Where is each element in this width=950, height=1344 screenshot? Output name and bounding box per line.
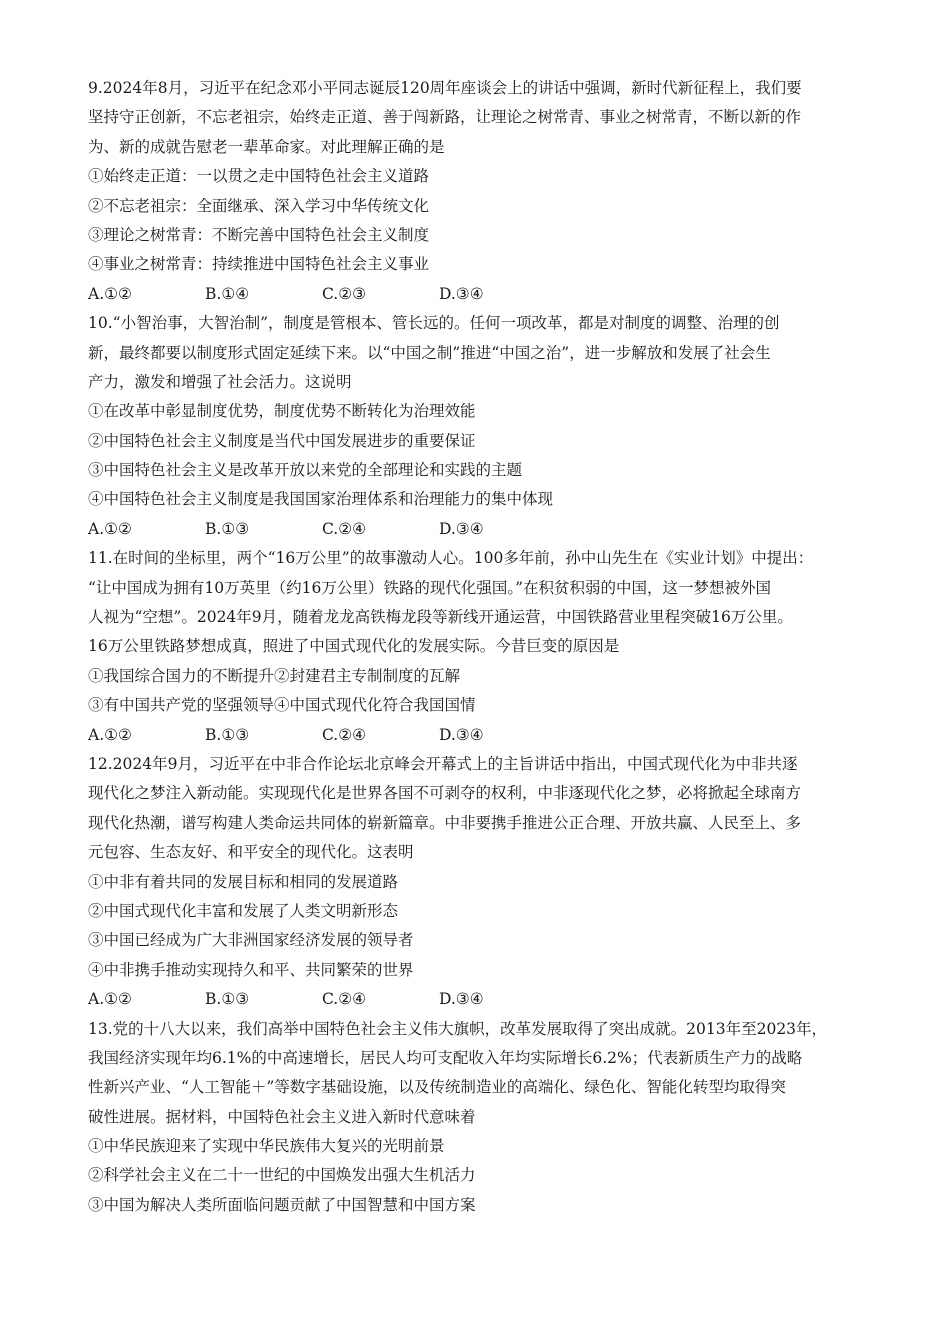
statement: ①中非有着共同的发展目标和相同的发展道路	[88, 872, 399, 891]
option-a: A.①②	[88, 990, 132, 1009]
question-stem-line: 坚持守正创新，不忘老祖宗，始终走正道、善于闯新路，让理论之树常青、事业之树常青，不断以新的作	[88, 108, 802, 127]
statement: ④中非携手推动实现持久和平、共同繁荣的世界	[88, 960, 414, 979]
question-stem-line: 16万公里铁路梦想成真，照进了中国式现代化的发展实际。今昔巨变的原因是	[88, 637, 620, 656]
statement: ③中国特色社会主义是改革开放以来党的全部理论和实践的主题	[88, 461, 523, 480]
statement: ②中国式现代化丰富和发展了人类文明新形态	[88, 901, 399, 920]
question-stem-line: 性新兴产业、“人工智能＋”等数字基础设施，以及传统制造业的高端化、绿色化、智能化转型均取得突	[88, 1078, 786, 1097]
option-b: B.①④	[205, 284, 250, 303]
statement: ②不忘老祖宗：全面继承、深入学习中华传统文化	[88, 196, 430, 215]
statement: ④中国特色社会主义制度是我国国家治理体系和治理能力的集中体现	[88, 490, 554, 509]
option-a: A.①②	[88, 519, 132, 538]
option-b: B.①③	[205, 990, 250, 1009]
statement: ③中国为解决人类所面临问题贡献了中国智慧和中国方案	[88, 1195, 476, 1214]
statement: ④事业之树常青：持续推进中国特色社会主义事业	[88, 255, 430, 274]
option-d: D.③④	[439, 284, 484, 303]
statement: ①我国综合国力的不断提升②封建君主专制制度的瓦解	[88, 666, 461, 685]
option-a: A.①②	[88, 284, 132, 303]
question-stem-line: 破性进展。据材料，中国特色社会主义进入新时代意味着	[88, 1107, 476, 1126]
question-stem-line: 9.2024年8月，习近平在纪念邓小平同志诞辰120周年座谈会上的讲话中强调，新时代新征程上，我们要	[88, 79, 802, 97]
question-stem-line: 12.2024年9月，习近平在中非合作论坛北京峰会开幕式上的主旨讲话中指出，中国式现代化为中非共逐	[88, 754, 798, 773]
question-stem-line: 为、新的成就告慰老一辈革命家。对此理解正确的是	[88, 137, 445, 156]
statement: ②科学社会主义在二十一世纪的中国焕发出强大生机活力	[88, 1166, 476, 1185]
option-c: C.②④	[322, 519, 367, 538]
question-stem-line: “让中国成为拥有10万英里（约16万公里）铁路的现代化强国。”在积贫积弱的中国，这一梦想被外国	[88, 578, 772, 597]
question-10	[88, 309, 868, 544]
question-stem-line: 新，最终都要以制度形式固定延续下来。以“中国之制”推进“中国之治”，进一步解放和发展了社会生	[88, 343, 771, 362]
statement: ①始终走正道：一以贯之走中国特色社会主义道路	[88, 167, 430, 186]
answer-options	[88, 721, 868, 750]
question-stem-line: 10.“小智治事，大智治制”，制度是管根本、管长远的。任何一项改革，都是对制度的调整、治理的创	[88, 314, 780, 333]
option-d: D.③④	[439, 990, 484, 1009]
option-d: D.③④	[439, 519, 484, 538]
statement: ①中华民族迎来了实现中华民族伟大复兴的光明前景	[88, 1137, 445, 1156]
option-c: C.②③	[322, 284, 367, 303]
question-stem-line: 13.党的十八大以来，我们高举中国特色社会主义伟大旗帜，改革发展取得了突出成就。2013年至2023年，	[88, 1019, 828, 1038]
question-12	[88, 750, 868, 1015]
question-9	[88, 74, 868, 309]
question-stem-line: 11.在时间的坐标里，两个“16万公里”的故事激动人心。100多年前，孙中山先生在《实业计划》中提出：	[88, 549, 814, 568]
answer-options	[88, 280, 868, 309]
statement: ③中国已经成为广大非洲国家经济发展的领导者	[88, 931, 414, 950]
answer-options	[88, 515, 868, 544]
option-c: C.②④	[322, 725, 367, 744]
exam-page	[88, 74, 868, 1220]
question-stem-line: 现代化热潮，谱写构建人类命运共同体的崭新篇章。中非要携手推进公正合理、开放共赢、人民至上、多	[88, 813, 802, 832]
question-stem-line: 人视为“空想”。2024年9月，随着龙龙高铁梅龙段等新线开通运营，中国铁路营业里程突破16万公里。	[88, 608, 793, 627]
statement: ①在改革中彰显制度优势，制度优势不断转化为治理效能	[88, 402, 476, 421]
option-b: B.①③	[205, 519, 250, 538]
statement: ③理论之树常青：不断完善中国特色社会主义制度	[88, 225, 430, 244]
statement: ③有中国共产党的坚强领导④中国式现代化符合我国国情	[88, 696, 476, 715]
option-d: D.③④	[439, 725, 484, 744]
option-a: A.①②	[88, 725, 132, 744]
question-stem-line: 产力，激发和增强了社会活力。这说明	[88, 372, 352, 391]
statement: ②中国特色社会主义制度是当代中国发展进步的重要保证	[88, 431, 476, 450]
answer-options	[88, 985, 868, 1014]
question-11	[88, 544, 868, 750]
option-b: B.①③	[205, 725, 250, 744]
option-c: C.②④	[322, 990, 367, 1009]
question-stem-line: 元包容、生态友好、和平安全的现代化。这表明	[88, 843, 414, 862]
question-stem-line: 我国经济实现年均6.1%的中高速增长，居民人均可支配收入年均实际增长6.2%；代表新质生产力的战略	[88, 1048, 803, 1067]
question-stem-line: 现代化之梦注入新动能。实现现代化是世界各国不可剥夺的权利，中非逐现代化之梦，必将掀起全球南方	[88, 784, 802, 803]
question-13	[88, 1015, 868, 1221]
